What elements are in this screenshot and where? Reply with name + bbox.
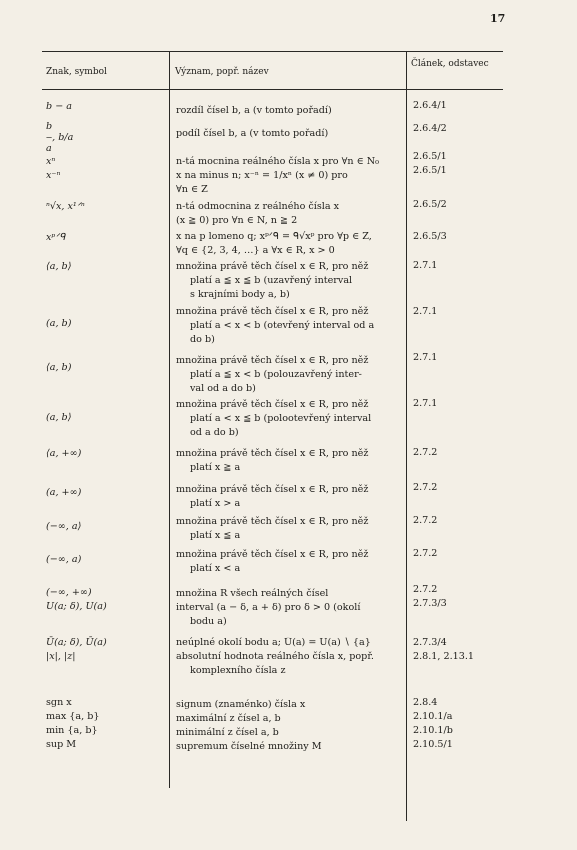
row-10-meaning-0: množina právě těch čísel x ∈ R, pro něž [176, 484, 369, 495]
row-2-meaning-0: n-tá mocnina reálného čísla x pro ∀n ∈ N₀ [176, 156, 380, 167]
row-5-meaning-2: s krajními body a, b) [190, 289, 290, 300]
row-14-meaning-1: absolutní hodnota reálného čísla x, popř. [176, 651, 374, 662]
header-meaning: Význam, popř. název [175, 67, 269, 77]
row-13-article-1: 2.7.3/3 [413, 598, 447, 609]
row-15-meaning-0: signum (znaménko) čísla x [176, 699, 306, 710]
row-15-symbol-3: sup M [46, 739, 77, 750]
row-0-article-0: 2.6.4/1 [413, 100, 447, 111]
row-14-article-0: 2.7.3/4 [413, 637, 447, 648]
row-11-article-0: 2.7.2 [413, 515, 438, 526]
row-4-article-0: 2.6.5/3 [413, 231, 447, 242]
row-13-article-0: 2.7.2 [413, 584, 438, 595]
row-5-meaning-0: množina právě těch čísel x ∈ R, pro něž [176, 261, 369, 272]
row-7-symbol-0: ⟨a, b) [46, 362, 72, 373]
row-8-article-0: 2.7.1 [413, 398, 438, 409]
row-1-symbol-1: ‒, b/a [46, 132, 74, 143]
row-8-meaning-0: množina právě těch čísel x ∈ R, pro něž [176, 399, 369, 410]
row-7-meaning-1: platí a ≦ x < b (polouzavřený inter- [190, 369, 362, 380]
row-1-meaning-0: podíl čísel b, a (v tomto pořadí) [176, 128, 329, 139]
row-3-article-0: 2.6.5/2 [413, 199, 447, 210]
row-5-meaning-1: platí a ≦ x ≦ b (uzavřený interval [190, 275, 353, 286]
row-11-meaning-0: množina právě těch čísel x ∈ R, pro něž [176, 516, 369, 527]
row-14-article-1: 2.8.1, 2.13.1 [413, 651, 475, 662]
row-15-article-0: 2.8.4 [413, 697, 438, 708]
row-10-meaning-1: platí x > a [190, 498, 241, 509]
row-6-meaning-0: množina právě těch čísel x ∈ R, pro něž [176, 306, 369, 317]
row-8-meaning-2: od a do b) [190, 427, 239, 438]
row-8-symbol-0: (a, b⟩ [46, 412, 72, 423]
row-10-article-0: 2.7.2 [413, 482, 438, 493]
row-14-symbol-1: |x|, |z| [46, 651, 76, 662]
row-5-article-0: 2.7.1 [413, 260, 438, 271]
row-8-meaning-1: platí a < x ≦ b (polootevřený interval [190, 413, 372, 424]
row-15-meaning-1: maximální z čísel a, b [176, 713, 281, 724]
row-13-symbol-1: U(a; δ), U(a) [46, 601, 107, 612]
row-2-symbol-0: xⁿ [46, 156, 56, 167]
row-2-article-0: 2.6.5/1 [413, 151, 447, 162]
row-13-meaning-2: bodu a) [190, 616, 227, 627]
table-top-rule [42, 51, 503, 52]
row-15-meaning-3: supremum číselné množiny M [176, 741, 322, 752]
table-header-rule [42, 89, 503, 90]
row-0-meaning-0: rozdíl čísel b, a (v tomto pořadí) [176, 105, 332, 116]
row-11-symbol-0: (−∞, a⟩ [46, 521, 82, 532]
row-9-symbol-0: ⟨a, +∞) [46, 448, 82, 459]
row-14-meaning-2: komplexního čísla z [190, 665, 286, 676]
row-15-article-1: 2.10.1/a [413, 711, 453, 722]
page-number: 17 [490, 12, 506, 25]
row-1-article-0: 2.6.4/2 [413, 123, 447, 134]
row-4-meaning-1: ∀q ∈ {2, 3, 4, …} a ∀x ∈ R, x > 0 [176, 245, 335, 256]
row-13-meaning-1: interval (a − δ, a + δ) pro δ > 0 (okolí [176, 602, 361, 613]
row-3-symbol-0: ⁿ√x, x¹ᐟⁿ [46, 201, 85, 212]
row-1-symbol-0: b [46, 121, 53, 132]
row-4-symbol-0: xᵖᐟᑫ [46, 232, 66, 243]
row-15-symbol-1: max {a, b} [46, 711, 100, 722]
row-12-meaning-1: platí x < a [190, 563, 241, 574]
row-2-meaning-2: ∀n ∈ Z [176, 184, 208, 195]
row-13-meaning-0: množina R všech reálných čísel [176, 588, 329, 599]
row-15-meaning-2: minimální z čísel a, b [176, 727, 279, 738]
row-6-article-0: 2.7.1 [413, 306, 438, 317]
row-15-symbol-2: min {a, b} [46, 725, 98, 736]
row-12-article-0: 2.7.2 [413, 548, 438, 559]
row-15-article-2: 2.10.1/b [413, 725, 453, 736]
row-12-symbol-0: (−∞, a) [46, 554, 82, 565]
row-7-meaning-2: val od a do b) [190, 383, 256, 394]
row-2-symbol-1: x⁻ⁿ [46, 170, 61, 181]
row-7-meaning-0: množina právě těch čísel x ∈ R, pro něž [176, 355, 369, 366]
header-symbol: Znak, symbol [46, 67, 107, 77]
row-13-symbol-0: (−∞, +∞) [46, 587, 92, 598]
row-12-meaning-0: množina právě těch čísel x ∈ R, pro něž [176, 549, 369, 560]
row-15-symbol-0: sgn x [46, 697, 72, 708]
row-3-meaning-1: (x ≧ 0) pro ∀n ∈ N, n ≧ 2 [176, 215, 298, 226]
row-9-meaning-1: platí x ≧ a [190, 462, 241, 473]
column-divider-1 [169, 51, 170, 788]
row-6-symbol-0: (a, b) [46, 318, 72, 329]
row-9-meaning-0: množina právě těch čísel x ∈ R, pro něž [176, 448, 369, 459]
row-4-meaning-0: x na p lomeno q; xᵖᐟᑫ = ᑫ√xᵖ pro ∀p ∈ Z, [176, 231, 372, 242]
row-5-symbol-0: ⟨a, b⟩ [46, 261, 72, 272]
header-article: Článek, odstavec [411, 59, 489, 69]
row-10-symbol-0: (a, +∞) [46, 487, 82, 498]
row-1-symbol-2: a [46, 143, 52, 154]
row-15-article-3: 2.10.5/1 [413, 739, 453, 750]
row-0-symbol-0: b − a [46, 101, 72, 112]
row-6-meaning-2: do b) [190, 334, 215, 345]
row-7-article-0: 2.7.1 [413, 352, 438, 363]
row-9-article-0: 2.7.2 [413, 447, 438, 458]
row-14-meaning-0: neúplné okolí bodu a; Ū(a) = U(a) ∖ {a} [176, 637, 371, 648]
row-2-meaning-1: x na minus n; x⁻ⁿ = 1/xⁿ (x ≠ 0) pro [176, 170, 348, 181]
row-3-meaning-0: n-tá odmocnina z reálného čísla x [176, 201, 340, 212]
row-14-symbol-0: Ū(a; δ), Ū(a) [46, 637, 107, 648]
row-2-article-1: 2.6.5/1 [413, 165, 447, 176]
row-11-meaning-1: platí x ≦ a [190, 530, 241, 541]
row-6-meaning-1: platí a < x < b (otevřený interval od a [190, 320, 375, 331]
